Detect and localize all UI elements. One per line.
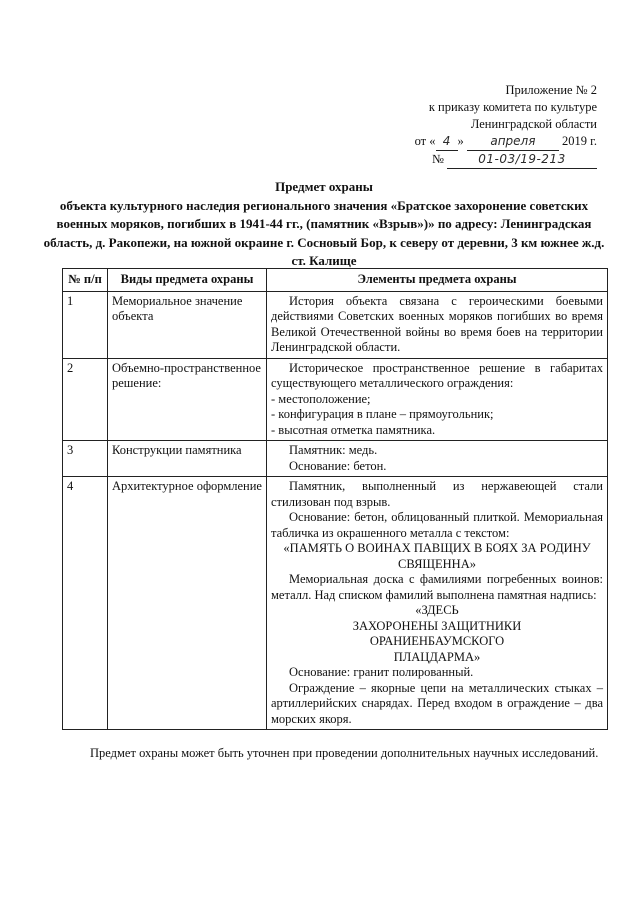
date-mid: » <box>457 134 464 148</box>
row-kind: Конструкции памятника <box>108 441 267 477</box>
footer-note: Предмет охраны может быть уточнен при проведении дополнительных научных исследований. <box>90 746 599 760</box>
appendix-region: Ленинградской области <box>470 117 597 131</box>
appendix-block <box>415 82 597 169</box>
element-text: Основание: бетон, облицованный плиткой. Мемориальная табличка из окрашенного металла с текстом: <box>271 510 603 540</box>
header-kind: Виды предмета охраны <box>108 269 267 292</box>
element-list-item: - конфигурация в плане – прямоугольник; <box>271 407 494 421</box>
date-year: 2019 г. <box>562 134 597 148</box>
memorial-inscription-line: «ЗДЕСЬ <box>415 603 459 617</box>
document-title <box>40 178 608 271</box>
element-text: Мемориальная доска с фамилиями погребенных воинов: металл. Над списком фамилий выполнена памятная надпись: <box>271 572 603 602</box>
element-list-item: - местоположение; <box>271 391 371 406</box>
row-elements <box>267 358 608 441</box>
element-text: Основание: бетон. <box>289 458 387 473</box>
memorial-inscription-line: ПЛАЦДАРМА» <box>393 649 481 664</box>
date-prefix: от « <box>414 134 436 148</box>
element-text: Основание: гранит полированный. <box>289 665 474 679</box>
appendix-order-ref: к приказу комитета по культуре <box>428 100 597 114</box>
row-elements <box>267 291 608 358</box>
table-row <box>63 477 608 730</box>
order-number-handwritten: 01-03/19-213 <box>447 151 597 169</box>
appendix-title: Приложение № 2 <box>505 83 597 97</box>
appendix-date-line <box>415 133 597 151</box>
date-day-handwritten: 4 <box>436 133 458 151</box>
header-number: № п/п <box>63 269 108 292</box>
element-list-item: - высотная отметка памятника. <box>271 422 436 437</box>
table-header-row <box>63 269 608 292</box>
number-prefix: № <box>431 152 444 166</box>
row-number: 4 <box>63 477 108 730</box>
title-heading: Предмет охраны <box>275 179 373 194</box>
date-month-handwritten: апреля <box>467 133 559 151</box>
table-row <box>63 441 608 477</box>
row-number: 1 <box>63 291 108 358</box>
row-kind: Объемно-пространственное решение: <box>108 358 267 441</box>
title-body: объекта культурного наследия регионального значения «Братское захоронение советских военных моряков, погибших в 1941-44 гг., (памятник «Взрыв»)» по адресу: Ленинградская область, д. Ракопежи, на южной окраине г. Сосновый Бор, к северу от деревни, 3 км южнее ж.д. ст. Калище <box>43 197 605 268</box>
table-row <box>63 291 608 358</box>
protection-table <box>62 268 608 730</box>
row-number: 2 <box>63 358 108 441</box>
row-elements <box>267 441 608 477</box>
row-number: 3 <box>63 441 108 477</box>
appendix-number-line <box>415 151 597 169</box>
table-row <box>63 358 608 441</box>
header-elements: Элементы предмета охраны <box>267 269 608 292</box>
element-text: Ограждение – якорные цепи на металлических стыках – артиллерийских снарядах. Перед входом в ограждение – два морских якоря. <box>271 680 603 726</box>
memorial-inscription-line: ОРАНИЕНБАУМСКОГО <box>369 634 505 648</box>
element-text: Памятник: медь. <box>289 443 378 457</box>
plaque-inscription: «ПАМЯТЬ О ВОИНАХ ПАВЩИХ В БОЯХ ЗА РОДИНУ СВЯЩЕННА» <box>283 541 591 571</box>
row-kind: Архитектурное оформление <box>108 477 267 730</box>
memorial-inscription-line: ЗАХОРОНЕНЫ ЗАЩИТНИКИ <box>352 618 522 633</box>
row-kind: Мемориальное значение объекта <box>108 291 267 358</box>
element-text: Историческое пространственное решение в габаритах существующего металлического ограждения: <box>271 360 603 390</box>
row-elements <box>267 477 608 730</box>
element-text: Памятник, выполненный из нержавеющей стали стилизован под взрыв. <box>271 479 603 509</box>
element-text: История объекта связана с героическими боевыми действиями Советских военных моряков погибших во время Великой Отечественной войны во время боев на территории Ленинградской области. <box>271 293 603 354</box>
